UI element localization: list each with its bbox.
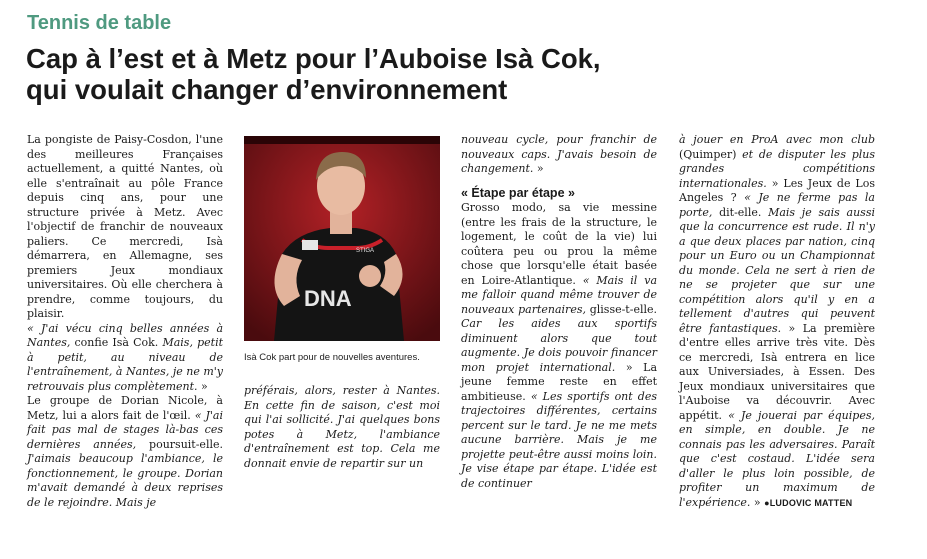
- paragraph: nouveau cycle, pour franchir de nouveaux caps. J'avais besoin de changement. »: [461, 133, 657, 175]
- headline-line-2: qui voulait changer d’environnement: [26, 74, 508, 105]
- headline-line-1: Cap à l’est et à Metz pour l’Auboise Isà Cok,: [26, 43, 601, 74]
- jersey-text: DNA: [304, 286, 352, 311]
- photo-caption: Isà Cok part pour de nouvelles aventures.: [244, 352, 420, 363]
- article-photo: [244, 136, 440, 341]
- intertitle: « Étape par étape »: [461, 185, 575, 200]
- quote: « Je ne ferme pas la porte,: [679, 191, 875, 219]
- quote: « Mais il va me falloir quand même trouver de nouveaux partenaires,: [461, 273, 658, 316]
- quote: « Je jouerai par équipes, en simple, en double. Je ne connais pas les adversaires. Paraît que c'est costaud. L'idée sera d'aller le plus loin possible, de profiter un maximum de l'expérience.: [679, 408, 875, 509]
- paragraph: à jouer en ProA avec mon club (Quimper) et de disputer les plus grandes compétitions internationales. » Les Jeux de Los Angeles ? « Je ne ferme pas la porte, dit-elle. Mais je sais aussi que la concurrence est rude. Il n'y a que deux places par nation, cinq pour un Euro ou un Championnat du monde. Cela ne sert à rien de ne se projeter que sur une compétition alors qu'il y en a tellement d'autres qui peuvent être fantastiques. » La première d'entre elles arrive très vite. Dès ce mercredi, Isà entrera en lice aux Universiades, à Essen. Des Jeux mondiaux universitaires que l'Auboise va découvrir. Avec appétit. « Je jouerai par équipes, en simple, en double. Je ne connais pas les adversaires. Paraît que c'est costaud. L'idée sera d'aller le plus loin possible, de profiter un maximum de l'expérience. » ●LUDOVIC MATTEN: [679, 133, 875, 509]
- author-credit: ●LUDOVIC MATTEN: [764, 497, 853, 508]
- article-headline: [26, 43, 906, 105]
- sponsor-text: STIGA: [356, 248, 375, 254]
- quote: J'aimais beaucoup l'ambiance, le fonctionnement, le groupe. Dorian m'avait demandé à deux reprises de le rejoindre. Mais je: [27, 452, 223, 509]
- quote: « Les sportifs ont des trajectoires différentes, certains percent sur le tard. Je ne me mets aucune barrière. Mais je me projette peut-être aussi moins loin. Je vise étape par étape. L'idée est de continuer: [461, 389, 657, 490]
- quote: et de disputer les plus grandes compétitions internationales.: [679, 147, 875, 190]
- section-rubric: Tennis de table: [27, 12, 172, 34]
- quote: Mais je sais aussi que la concurrence est rude. Il n'y a que deux places par nation, cinq pour un Euro ou un Championnat du monde. Cela ne sert à rien de ne se projeter que sur une compétition alors qu'il y en a tellement d'autres qui peuvent être fantastiques.: [679, 205, 875, 335]
- paragraph: Grosso modo, sa vie messine (entre les frais de la structure, le logement, le coût de la vie) lui coûtera peu ou prou la même chose que lorsqu'elle était basée en Loire-Atlantique. « Mais il va me falloir quand même trouver de nouveaux partenaires, glisse-t-elle. Car les aides aux sportifs diminuent alors que tout augmente. Je dois pouvoir financer mon projet international. » La jeune femme reste en effet ambitieuse. « Les sportifs ont des trajectoires différentes, certains percent sur le tard. Je ne me mets aucune barrière. Mais je me projette peut-être aussi moins loin. Je vise étape par étape. L'idée est de continuer: [461, 201, 658, 490]
- quote: préférais, alors, rester à Nantes. En cette fin de saison, c'est moi qui l'ai sollicité. J'ai quelques bons potes à Metz, l'ambiance d'entraînement est top. Cela me donnait envie de repartir sur un: [244, 384, 440, 470]
- intro-paragraph: La pongiste de Paisy-Cosdon, l'une des meilleures Françaises actuellement, a quitté Nantes, où elle s'entraînait au pôle France depuis cinq ans, pour une structure privée à Metz. Avec l'objectif de franchir de nouveaux paliers. Ce mercredi, Isà démarrera, en Allemagne, ses premiers Jeux mondiaux universitaires. Où elle cherchera à prendre, comme toujours, du plaisir.: [27, 133, 223, 320]
- article-column-2: [244, 384, 440, 471]
- quote: à jouer en ProA avec mon club: [679, 133, 875, 146]
- quote-paragraph: [244, 384, 440, 471]
- article-column-4: [679, 133, 875, 510]
- badge-logo: [302, 240, 318, 250]
- quote: « J'ai fait pas mal de stages là-bas ces dernières années,: [27, 408, 223, 451]
- quote: Mais, petit à petit, au niveau de l'entraînement, à Nantes, je ne m'y retrouvais plus complètement.: [27, 336, 224, 393]
- paragraph: Le groupe de Dorian Nicole, à Metz, lui a alors fait de l'œil. « J'ai fait pas mal de stages là-bas ces dernières années, poursuit-elle. J'aimais beaucoup l'ambiance, le fonctionnement, le groupe. Dorian m'avait demandé à deux reprises de le rejoindre. Mais je: [27, 394, 223, 509]
- article-column-1: [27, 133, 223, 510]
- player-photo-illustration: [244, 136, 440, 341]
- quote: Car les aides aux sportifs diminuent alors que tout augmente. Je dois pouvoir financer mon projet international.: [461, 317, 657, 374]
- paragraph: « J'ai vécu cinq belles années à Nantes, confie Isà Cok. Mais, petit à petit, au niveau de l'entraînement, à Nantes, je ne m'y retrouvais plus complètement. »: [27, 321, 224, 393]
- quote: « J'ai vécu cinq belles années à Nantes,: [27, 321, 223, 349]
- quote: nouveau cycle, pour franchir de nouveaux caps. J'avais besoin de changement.: [461, 133, 657, 175]
- article-column-3: [461, 133, 657, 491]
